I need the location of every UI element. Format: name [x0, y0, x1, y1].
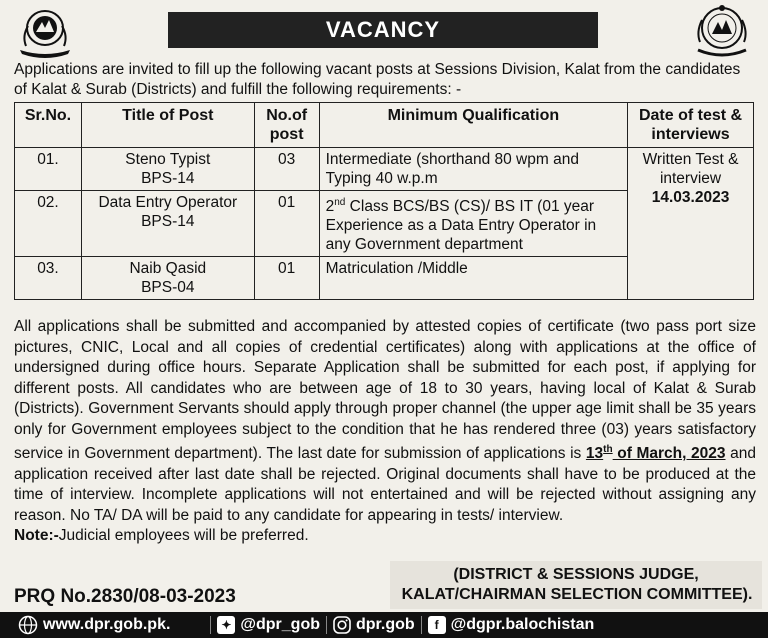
post-bps: BPS-04	[141, 279, 195, 297]
row-srno: 02.	[15, 191, 82, 257]
post-bps: BPS-14	[141, 213, 195, 230]
footer-website[interactable]	[18, 615, 170, 635]
row-posts: 01	[254, 191, 319, 257]
table-row	[15, 148, 754, 191]
post-bps: BPS-14	[141, 170, 195, 187]
qualification-text: Class BCS/BS (CS)/ BS IT (01 year Experience as a Data Entry Operator in any Government department	[325, 198, 597, 254]
instagram-icon	[333, 616, 351, 634]
footer-divider	[210, 616, 211, 634]
instructions-text	[14, 317, 756, 547]
footer-twitter[interactable]	[217, 616, 320, 634]
note-text: Judicial employees will be preferred.	[58, 527, 309, 545]
test-label: Written Test & interview	[642, 151, 739, 187]
vacancy-title: VACANCY	[168, 12, 598, 48]
row-qualification	[319, 191, 627, 257]
row-posts: 03	[254, 148, 319, 191]
row-srno: 01.	[15, 148, 82, 191]
col-header-srno: Sr.No.	[15, 103, 82, 148]
signature-line-2: KALAT/CHAIRMAN SELECTION COMMITTEE).	[401, 586, 753, 603]
col-header-posts: No.of post	[254, 103, 319, 148]
col-header-qualification: Minimum Qualification	[319, 103, 627, 148]
post-title: Steno Typist	[125, 151, 211, 168]
footer-bar	[0, 612, 768, 638]
footer-instagram[interactable]	[333, 616, 415, 634]
test-date: 14.03.2023	[651, 189, 730, 206]
facebook-icon: f	[428, 616, 446, 634]
signature-block	[390, 561, 762, 609]
vacancy-table	[14, 102, 754, 300]
footer-divider	[421, 616, 422, 634]
prq-number: PRQ No.2830/08-03-2023	[14, 586, 236, 607]
col-header-date: Date of test & interviews	[628, 103, 754, 148]
row-posts: 01	[254, 257, 319, 300]
col-header-title: Title of Post	[81, 103, 254, 148]
row-title	[81, 257, 254, 300]
instagram-text: dpr.gob	[356, 616, 415, 633]
twitter-icon: ✦	[217, 616, 235, 634]
note-label: Note:-	[14, 527, 59, 545]
deadline-day: 13	[585, 445, 604, 463]
post-title: Data Entry Operator	[98, 194, 238, 211]
intro-text: Applications are invited to fill up the following vacant posts at Sessions Division, Kalat from the candidates of Kalat & Surab (Districts) and fulfill the following requirements: -	[14, 61, 741, 98]
instructions-p2: and application received after last date shall be rejected. Original documents shall have to be produced at the time of interview. Incomplete applications will not entertained and will be rejected without assigning any reason. No TA/ DA will be paid to any candidate for appearing in tests/ interview.	[14, 445, 756, 524]
post-title: Naib Qasid	[129, 260, 207, 278]
row-qualification: Intermediate (shorthand 80 wpm and Typing 40 w.p.m	[319, 148, 627, 191]
row-srno: 03.	[15, 257, 82, 300]
footer-divider	[326, 616, 327, 634]
qualification-number: 2	[325, 198, 335, 216]
deadline-rest: of March, 2023	[612, 445, 726, 463]
row-qualification: Matriculation /Middle	[319, 257, 627, 300]
footer-facebook[interactable]	[428, 616, 595, 634]
website-text: www.dpr.gob.pk.	[43, 616, 171, 633]
deadline-superscript: th	[603, 444, 613, 455]
twitter-text: @dpr_gob	[240, 616, 320, 633]
test-date-cell	[628, 148, 754, 300]
balochistan-emblem-left	[14, 6, 76, 58]
instructions-p1: All applications shall be submitted and accompanied by attested copies of certificate (two pass port size pictures, CNIC, Local and all copies of credential certificates) along with applications at the office of undersigned during office hours. Separate Application shall be submitted for each post, if applying for different posts. All candidates who are between age of 18 to 30 years, having local of Kalat & Surab (Districts). Government Servants should apply through proper channel (the upper age limit shall be 35 years only for Government employees subject to the condition that he has rendered three (03) years satisfactory service in Government department). The last date for submission of applications is	[14, 318, 756, 463]
qualification-superscript: nd	[334, 197, 346, 208]
facebook-text: @dgpr.balochistan	[450, 616, 595, 633]
row-title	[81, 148, 254, 191]
signature-line-1: (DISTRICT & SESSIONS JUDGE,	[453, 566, 699, 583]
balochistan-emblem-right	[690, 4, 754, 60]
globe-icon	[18, 615, 38, 635]
row-title	[81, 191, 254, 257]
table-header-row	[15, 103, 754, 148]
